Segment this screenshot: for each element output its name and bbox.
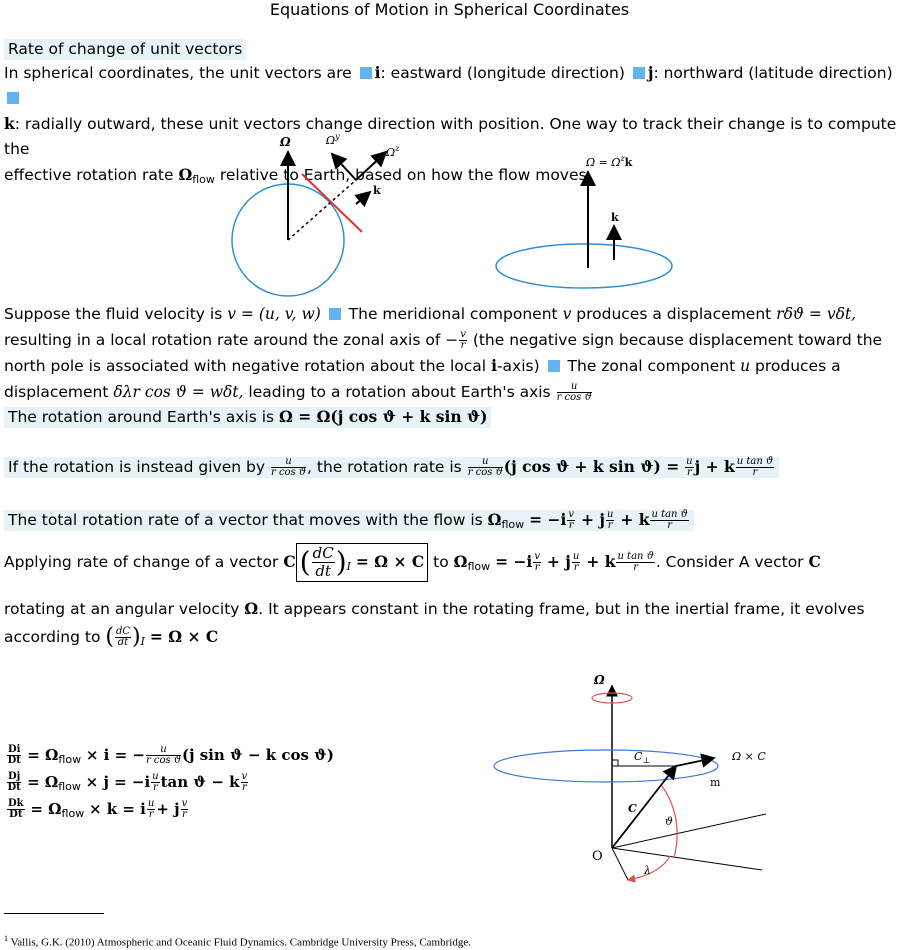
minus-sign: − bbox=[445, 331, 459, 349]
omega-y-arrow bbox=[332, 154, 356, 180]
highlight bbox=[4, 457, 779, 478]
lambda-label: λ bbox=[644, 864, 651, 877]
unit-j-desc: : northward (latitude direction) bbox=[653, 64, 893, 82]
fraction-v-r: $\frac{v}{r}$ bbox=[460, 329, 466, 351]
k-arrow bbox=[356, 192, 370, 204]
text: Suppose the fluid velocity is bbox=[4, 305, 223, 323]
text: -axis) bbox=[496, 357, 540, 375]
fraction: $\frac{u}{r}$ bbox=[152, 771, 159, 793]
rotating-paragraph: rotating at an angular velocity Ω. It appears constant in the rotating frame, but in the inertial frame, it evolves according to ( $\frac{dC}{dt}$ )$_I = \Omega \times C$ bbox=[4, 599, 865, 650]
fraction: $\frac{u}{r}$ bbox=[147, 798, 155, 820]
text: produces a bbox=[755, 357, 841, 375]
fraction: $\frac{u}{\text{r cos ϑ}}$ bbox=[467, 456, 503, 478]
fraction: $\frac{v}{r}$ bbox=[241, 771, 248, 793]
text: . It appears constant in the rotating frame, but in the inertial frame, it evolves bbox=[258, 600, 865, 618]
math: + j bbox=[580, 510, 605, 529]
math: = Ω × C bbox=[355, 552, 425, 571]
section-header-label: Rate of change of unit vectors bbox=[4, 39, 246, 60]
text: The zonal component bbox=[567, 357, 736, 375]
footnote-rule bbox=[4, 913, 104, 914]
velocity-paragraph bbox=[4, 301, 898, 405]
fraction: $\frac{u}{\text{r cos ϑ}}$ bbox=[145, 744, 181, 766]
math-u: u bbox=[740, 357, 751, 375]
unit-k-desc: : radially outward, these unit vectors change direction with position. One way to track their change is to compute the bbox=[4, 115, 897, 158]
fraction: $\frac{v}{r}$ bbox=[534, 551, 540, 573]
fraction: $\frac{v}{r}$ bbox=[181, 798, 188, 820]
text: . Consider A vector bbox=[655, 553, 804, 571]
text: , the rotation rate is bbox=[307, 458, 462, 476]
text: The rotation around Earth's axis is bbox=[8, 408, 275, 426]
intro-paragraph bbox=[4, 60, 898, 192]
text: leading to a rotation about Earth's axis bbox=[248, 383, 551, 401]
omega-label: Ω bbox=[280, 135, 291, 149]
fraction: $\frac{\text{u tan ϑ}}{r}$ bbox=[736, 456, 774, 478]
math: = Ω × C bbox=[149, 627, 219, 646]
flow-subscript: flow bbox=[61, 807, 85, 820]
bullet-square bbox=[360, 67, 372, 79]
text: The meridional component bbox=[348, 305, 558, 323]
math-zonal-displacement: δλr cos ϑ = wδt, bbox=[113, 383, 244, 401]
math: j + k bbox=[694, 457, 735, 476]
omega-y-label: $\Omega^y$ bbox=[326, 132, 340, 147]
math: + j bbox=[156, 800, 180, 818]
text: to bbox=[433, 553, 449, 571]
unit-vector-equations bbox=[6, 740, 334, 829]
fraction: $\frac{u}{r}$ bbox=[572, 551, 580, 573]
fraction: $\frac{dC}{dt}$ bbox=[115, 626, 131, 648]
math: + j bbox=[546, 552, 571, 571]
rotation-expr: Ω = Ω(j cos ϑ + k sin ϑ) bbox=[279, 407, 488, 426]
flow-subscript: flow bbox=[58, 753, 82, 766]
rotation-instead-box bbox=[4, 453, 779, 481]
text: (the negative sign because displacement toward the bbox=[472, 331, 883, 349]
flat-disk-diagram bbox=[490, 150, 690, 290]
fraction: $\frac{u}{\text{r cos ϑ}}$ bbox=[270, 456, 307, 478]
disk-ellipse bbox=[496, 244, 672, 288]
footnote-text: Vallis, G.K. (2010) Atmospheric and Oceanic Fluid Dynamics. Cambridge University Press, Cambridge. bbox=[10, 936, 471, 949]
omega-cross-c-arrow bbox=[676, 758, 714, 766]
math: × i = − bbox=[85, 746, 145, 764]
unit-i-symbol: i bbox=[491, 356, 497, 375]
equation-dk bbox=[6, 794, 334, 829]
orbit-ellipse bbox=[494, 750, 718, 782]
math: tan ϑ − k bbox=[160, 773, 240, 791]
theta-label: ϑ bbox=[665, 815, 673, 828]
fraction: $\frac{Dk}{Dt}$ bbox=[8, 798, 24, 820]
flow-subscript: flow bbox=[467, 560, 491, 573]
text: according to bbox=[4, 628, 101, 646]
text: resulting in a local rotation rate around the zonal axis of bbox=[4, 331, 441, 349]
text: produces a displacement bbox=[576, 305, 772, 323]
vector-c: C bbox=[808, 552, 821, 571]
c-label: C bbox=[628, 802, 637, 815]
fraction: $\frac{v}{r}$ bbox=[568, 509, 574, 531]
omega-z-label: $\Omega^z$ bbox=[386, 144, 400, 159]
flow-subscript: flow bbox=[501, 518, 525, 531]
unit-k-symbol: k bbox=[4, 114, 15, 133]
vector-c: C bbox=[283, 552, 296, 571]
text: The total rotation rate of a vector that moves with the flow is bbox=[8, 511, 483, 529]
velocity-expr: v = (u, v, w) bbox=[227, 305, 321, 323]
math-displacement: rδϑ = vδt, bbox=[776, 305, 857, 323]
flow-subscript: flow bbox=[58, 780, 81, 793]
math: + k bbox=[586, 552, 616, 571]
flow-subscript: flow bbox=[192, 173, 215, 186]
radius-dotted bbox=[288, 180, 356, 240]
fraction: $\frac{\text{u tan ϑ}}{r}$ bbox=[651, 509, 688, 531]
highlight bbox=[4, 510, 694, 531]
fraction: $\frac{Di}{Dt}$ bbox=[7, 744, 21, 766]
boxed-derivative: ( $\frac{dC}{dt}$ )$_I = \Omega \times C$ bbox=[296, 543, 429, 582]
k-label: k bbox=[373, 184, 381, 197]
omega-symbol: Ω bbox=[453, 552, 468, 571]
axis-z bbox=[612, 848, 628, 880]
math: = −i bbox=[495, 552, 533, 571]
sphere-rotation-diagram bbox=[220, 132, 400, 322]
rotating-vector-diagram bbox=[488, 668, 788, 910]
omega-symbol: Ω bbox=[244, 599, 259, 618]
math-v: v bbox=[562, 305, 572, 323]
math: × j = −i bbox=[85, 773, 151, 791]
fraction: $\frac{u}{r}$ bbox=[686, 456, 693, 478]
axis-y bbox=[612, 848, 762, 870]
math: (j sin ϑ − k cos ϑ) bbox=[181, 746, 334, 764]
bullet-square bbox=[548, 360, 560, 372]
right-angle-mark bbox=[612, 760, 618, 766]
math: (j cos ϑ + k sin ϑ) = bbox=[503, 457, 680, 476]
math: = −i bbox=[529, 510, 567, 529]
page-title: Equations of Motion in Spherical Coordinates bbox=[269, 0, 630, 19]
intro-text: relative to Earth, based on how the flow moves bbox=[219, 166, 587, 184]
rotation-axis-box bbox=[4, 405, 491, 429]
highlight bbox=[4, 407, 491, 428]
bullet-square bbox=[329, 308, 341, 320]
footnote-mark: 1 bbox=[4, 934, 8, 943]
fraction: $\frac{u}{r}$ bbox=[606, 509, 614, 531]
omega-label: Ω bbox=[594, 673, 605, 687]
math: = Ω bbox=[27, 773, 59, 791]
bullet-square bbox=[633, 67, 645, 79]
fraction-u-rcos: $\frac{u}{\text{r cos ϑ}}$ bbox=[556, 381, 592, 403]
bullet-square bbox=[7, 92, 19, 104]
math: = Ω bbox=[27, 746, 59, 764]
text: north pole is associated with negative rotation about the local bbox=[4, 357, 487, 375]
fraction: $\frac{Dj}{Dt}$ bbox=[7, 771, 21, 793]
subscript-i: I bbox=[346, 560, 351, 573]
text: If the rotation is instead given by bbox=[8, 458, 266, 476]
text: rotating at an angular velocity bbox=[4, 600, 240, 618]
math: + k bbox=[620, 510, 650, 529]
subscript-i: I bbox=[140, 635, 145, 648]
unit-i-symbol: i bbox=[374, 63, 381, 82]
text: displacement bbox=[4, 383, 109, 401]
omega-symbol: Ω bbox=[487, 510, 502, 529]
k-label: k bbox=[611, 211, 619, 224]
intro-text: In spherical coordinates, the unit vectors are bbox=[4, 64, 352, 82]
text: Applying rate of change of a vector bbox=[4, 553, 279, 571]
unit-j-symbol: j bbox=[647, 63, 654, 82]
total-rotation-box bbox=[4, 506, 694, 539]
origin-label: O bbox=[592, 849, 603, 864]
applying-line bbox=[4, 536, 898, 593]
footnote bbox=[4, 932, 471, 950]
fraction: $\frac{\text{u tan ϑ}}{r}$ bbox=[617, 551, 654, 573]
unit-i-desc: : eastward (longitude direction) bbox=[380, 64, 625, 82]
omega-symbol: Ω bbox=[178, 165, 193, 184]
section-header bbox=[4, 38, 246, 60]
math: × k = i bbox=[88, 800, 146, 818]
intro-text: effective rotation rate bbox=[4, 166, 174, 184]
omega-equals-label: $\Omega = \Omega^zk$ bbox=[586, 154, 633, 169]
omega-z-arrow bbox=[356, 152, 386, 180]
c-perp-label: $C_\perp$ bbox=[634, 750, 650, 765]
m-label: m bbox=[710, 776, 721, 789]
omega-cross-c-label: Ω × C bbox=[732, 750, 766, 763]
fraction: $\frac{dC}{dt}$ bbox=[312, 544, 334, 580]
math: = Ω bbox=[30, 800, 62, 818]
